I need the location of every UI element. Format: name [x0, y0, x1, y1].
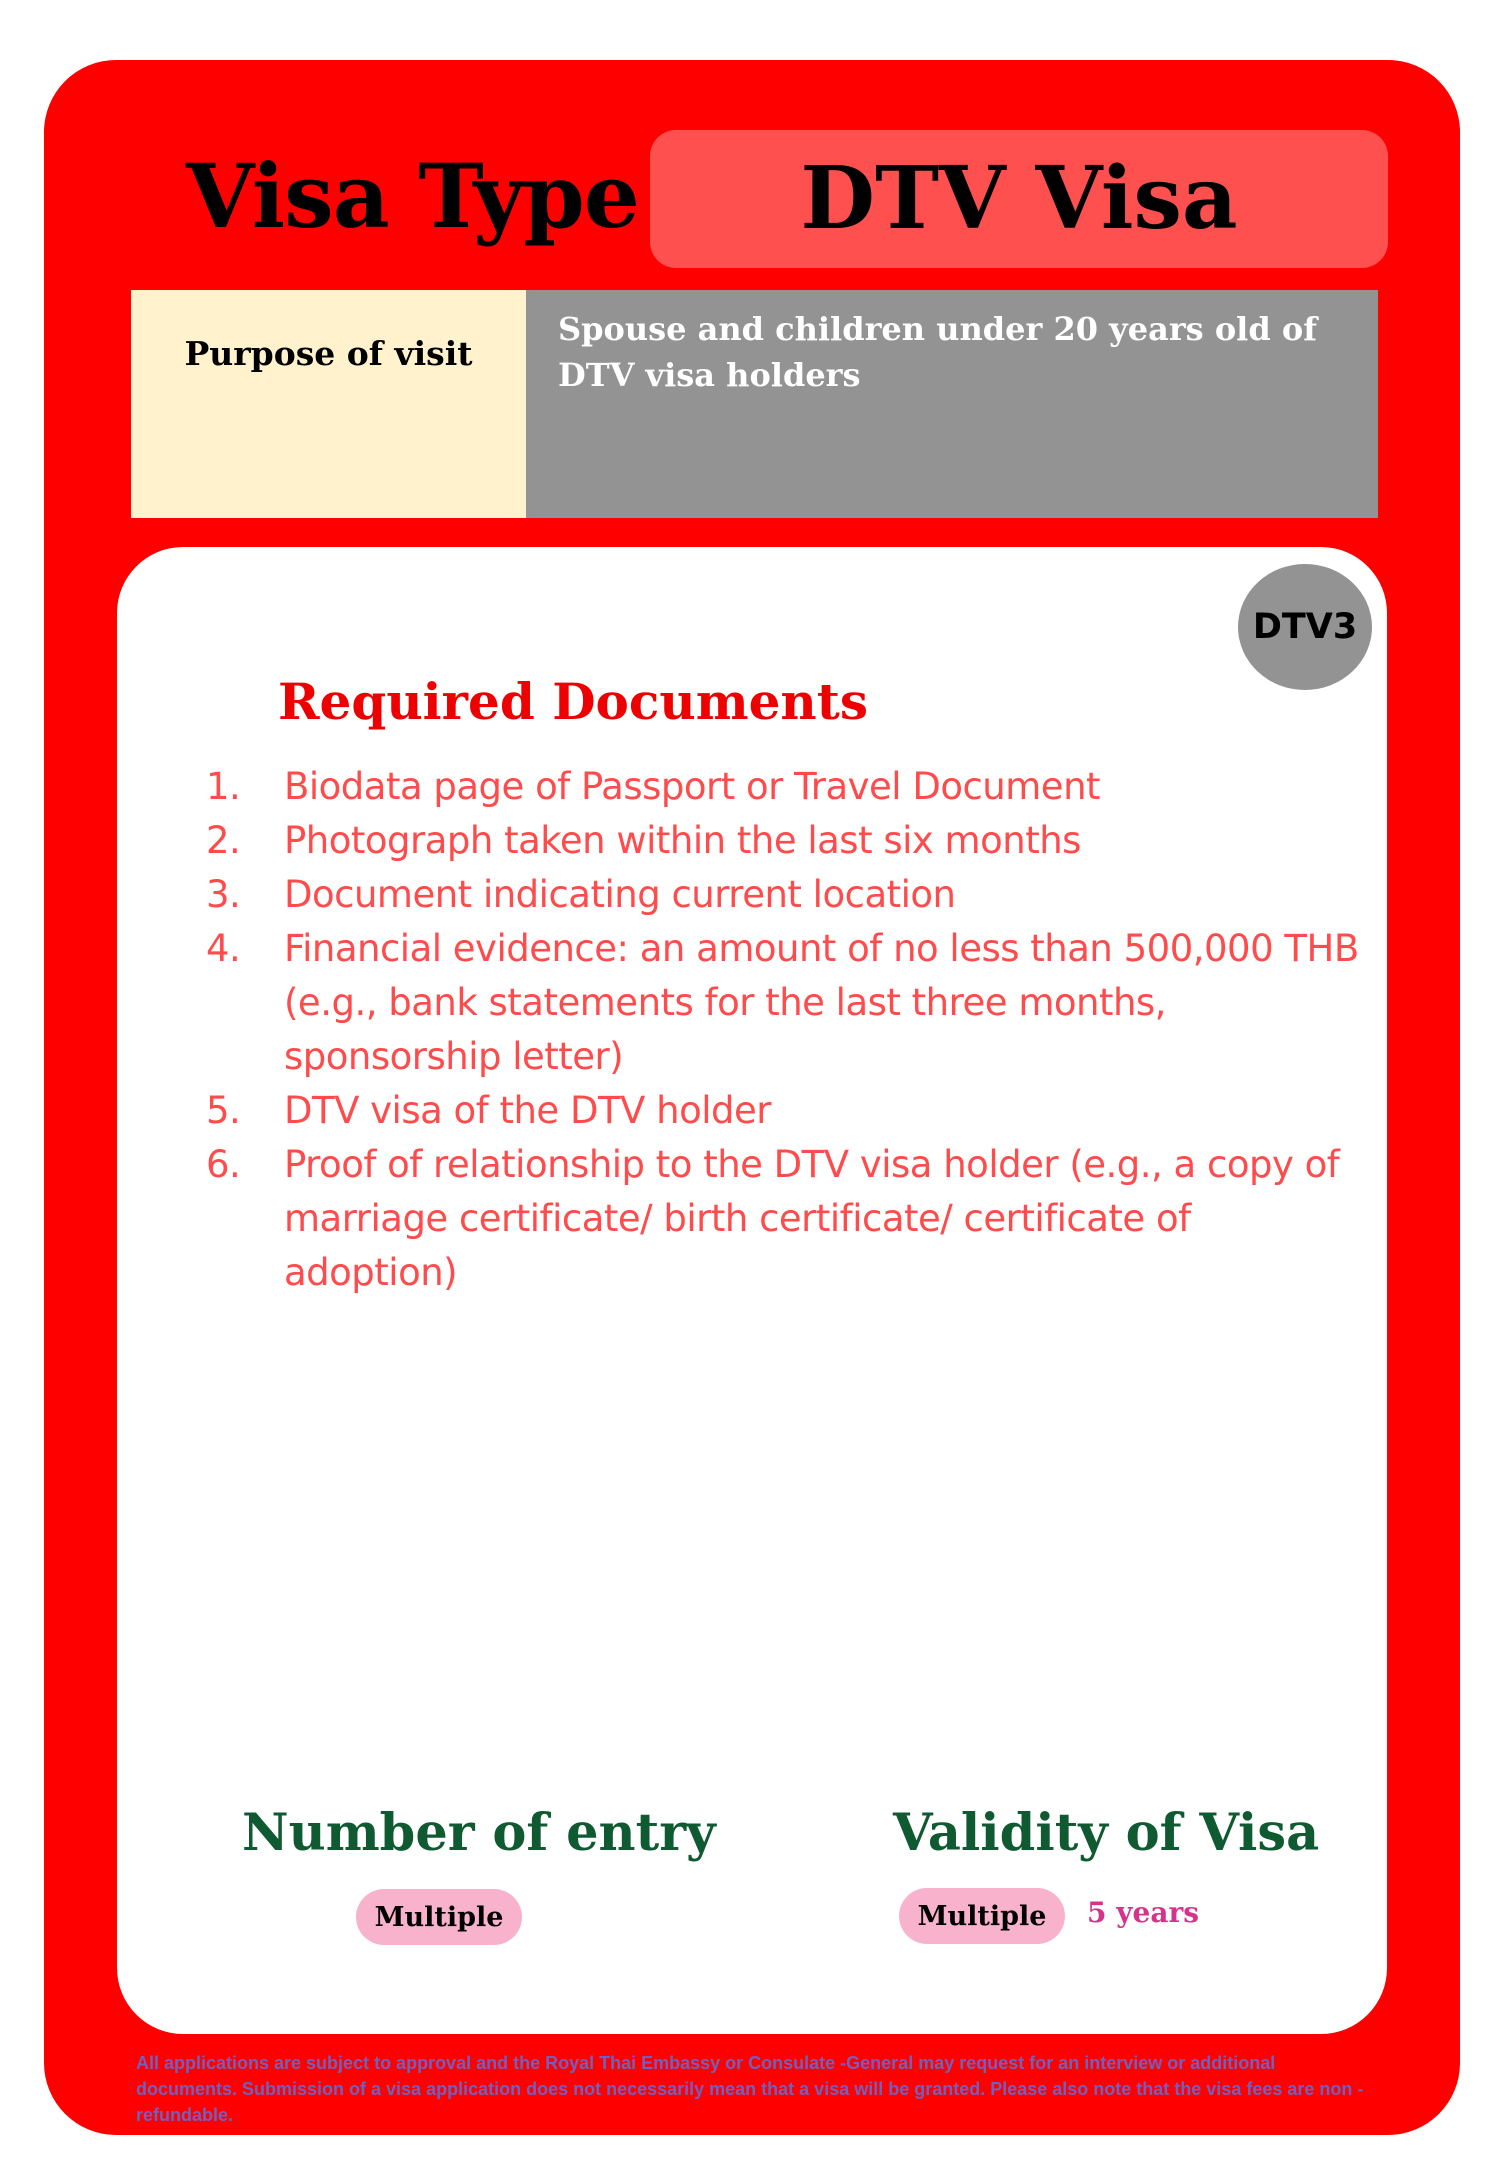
validity-duration: 5 years — [1087, 1896, 1199, 1929]
purpose-value: Spouse and children under 20 years old of DTV visa holders — [558, 310, 1317, 394]
document-item — [200, 1084, 1370, 1138]
required-documents-heading: Required Documents — [278, 672, 869, 731]
document-item — [200, 1138, 1370, 1300]
visa-code: DTV3 — [1252, 607, 1358, 647]
document-text: Photograph taken within the last six months — [284, 819, 1081, 862]
number-of-entry-heading: Number of entry — [242, 1803, 716, 1863]
document-number: 6. — [206, 1143, 241, 1186]
document-text: Financial evidence: an amount of no less than 500,000 THB (e.g., bank statements for the last three months, sponsorship letter) — [284, 927, 1359, 1078]
required-documents-list — [200, 760, 1370, 1300]
validity-type-badge: Multiple — [899, 1888, 1065, 1944]
document-item — [200, 868, 1370, 922]
visa-name: DTV Visa — [800, 148, 1238, 249]
entry-type-badge: Multiple — [356, 1889, 522, 1945]
document-number: 3. — [206, 873, 241, 916]
document-number: 5. — [206, 1089, 241, 1132]
document-number: 2. — [206, 819, 241, 862]
document-text: Document indicating current location — [284, 873, 956, 916]
visa-type-label: Visa Type — [186, 144, 639, 248]
document-item — [200, 814, 1370, 868]
document-text: Biodata page of Passport or Travel Document — [284, 765, 1101, 808]
document-text: Proof of relationship to the DTV visa holder (e.g., a copy of marriage certificate/ birth certificate/ certificate of adoption) — [284, 1143, 1340, 1294]
visa-code-badge — [1238, 564, 1372, 690]
document-item — [200, 760, 1370, 814]
document-item — [200, 922, 1370, 1084]
purpose-label-cell — [131, 290, 526, 518]
document-number: 4. — [206, 927, 241, 970]
visa-name-box — [650, 130, 1388, 268]
document-number: 1. — [206, 765, 241, 808]
purpose-label: Purpose of visit — [184, 334, 473, 373]
disclaimer-text: All applications are subject to approval and the Royal Thai Embassy or Consulate -General may request for an interview or additional documents. Submission of a visa application does not necessarily mean that a visa will be granted. Please also note that the visa fees are non -refundable. — [136, 2053, 1364, 2125]
document-text: DTV visa of the DTV holder — [284, 1089, 771, 1132]
purpose-value-cell — [526, 290, 1378, 518]
validity-heading: Validity of Visa — [893, 1803, 1320, 1863]
